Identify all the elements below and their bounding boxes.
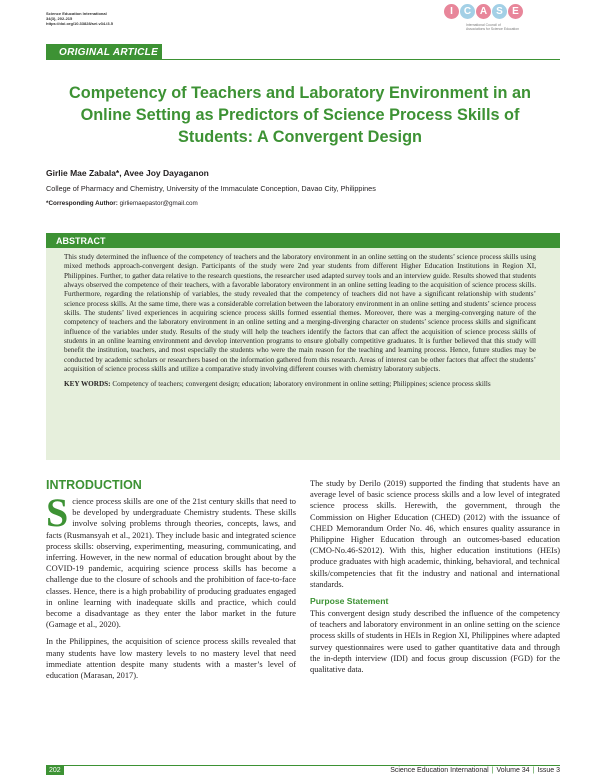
journal-issue: 34(3), 202-215 bbox=[46, 16, 73, 21]
footer-volume: Volume 34 bbox=[496, 767, 530, 774]
journal-doi: https://doi.org/10.33828/sei.v34.i3.5 bbox=[46, 21, 113, 26]
logo-letter: I bbox=[444, 4, 459, 19]
abstract-heading: ABSTRACT bbox=[46, 233, 560, 248]
logo-tagline-2: Associations for Science Education bbox=[466, 27, 519, 31]
article-title: Competency of Teachers and Laboratory Environment in an Online Setting as Predictors of Science Process Skills of Students: A Convergent Design bbox=[69, 84, 531, 146]
purpose-paragraph: This convergent design study described the influence of the competency of teachers and laboratory environment in an online setting on the science process skills of students in HEIs in Region XI, Philippines where adapted survey questionnaires were used to gather quantitative data and through the in-depth interview (IDI) and focus group discussion (FGD) for the qualitative data. bbox=[310, 609, 560, 675]
logo-letter: E bbox=[508, 4, 523, 19]
footer-journal-info bbox=[390, 766, 560, 775]
logo-letter: A bbox=[476, 4, 491, 19]
logo-letter: C bbox=[460, 4, 475, 19]
article-type-badge: ORIGINAL ARTICLE bbox=[46, 44, 162, 60]
left-column bbox=[46, 478, 296, 687]
abstract-box bbox=[46, 248, 560, 460]
drop-cap: S bbox=[46, 490, 69, 535]
corresponding-email[interactable]: girliemaepastor@gmail.com bbox=[119, 200, 198, 207]
authors: Girlie Mae Zabala*, Avee Joy Dayaganon bbox=[46, 168, 209, 178]
corresponding-author bbox=[46, 200, 198, 207]
header-rule bbox=[162, 59, 560, 60]
logo-tagline-1: International Council of bbox=[466, 23, 501, 27]
page-number: 202 bbox=[46, 766, 64, 775]
footer-separator: | bbox=[491, 767, 494, 774]
keywords bbox=[64, 380, 536, 389]
right-column bbox=[310, 478, 560, 681]
footer-issue: Issue 3 bbox=[537, 767, 560, 774]
journal-name: Science Education International bbox=[46, 11, 107, 16]
intro-paragraph-2: In the Philippines, the acquisition of science process skills revealed that many students have low mastery levels to no mastery level that need immediate attention despite many students with a master’s level of education (Marasan, 2017). bbox=[46, 637, 296, 681]
keywords-label: KEY WORDS: bbox=[64, 380, 111, 389]
purpose-heading: Purpose Statement bbox=[310, 596, 389, 607]
abstract-text: This study determined the influence of the competency of teachers and the laboratory environment in an online setting on the students’ science process skills using mixed methods approach-convergent design. Participants of the study were 2nd year students from different Higher Education Institutions in Region XI, Philippines. Further, to gather data relative to the research questions, the researcher used adapted survey tools and an interview guide. Results showed that students always observed the competence of their teachers, with a favorable laboratory environment in an online setting leading to the acquisition of science process skills. Furthermore, regarding the relationship of variables, the study revealed that the competency of teachers did not have a significant relationship with students’ science process skills. At the same time, there was a considerable correlation between the laboratory environment in an online setting and students’ science process skills. The students’ lived experiences in acquiring science process skills formed essential themes. Moreover, there was a merging-converging nature of the competency of teachers and the laboratory environment in an online setting and a merging-diverging character on students’ science process skills and significant influence of the variables under study. Results of the study will help the teachers identify the factors that can affect the acquisition of science process skills of students in an online learning environment and develop intervention programs to ensure globally competitive graduates. It is further believed that this study will benefit the institution, teachers, and most especially the students who were the main reason for the teaching and learning process. Hence, future studies may be conducted by academic scholars or researchers based on the information gathered from this research. Areas of interest can be other factors that affect the students’ acquisition of science process skills and utilize a comparative study involving different courses with chemistry laboratory subjects. bbox=[64, 253, 536, 374]
footer-separator: | bbox=[532, 767, 535, 774]
corresponding-label: *Corresponding Author: bbox=[46, 200, 118, 207]
footer-journal: Science Education International bbox=[390, 767, 489, 774]
intro-p1-text: cience process skills are one of the 21st century skills that need to be developed by undergraduate Chemistry students. These skills involve solving problems through theories, concepts, laws, and facts (Rusmansyah et al., 2021). They include basic and integrated science process skills: observing, experimenting, measuring, communicating, and inferring. However, in the new normal of education brought about by the COVID-19 pandemic, acquiring science process skills has become a challenge due to the closure of schools and the prohibition of face-to-face classes. Hence, there is a high probability of producing graduates engaged in online learning with inadequate skills and practice, which could become a disadvantage as they enter the labor market in the future (Gamage et al., 2020). bbox=[46, 497, 296, 630]
intro-paragraph-1 bbox=[46, 490, 296, 630]
logo-letter: S bbox=[492, 4, 507, 19]
intro-heading: INTRODUCTION bbox=[46, 478, 142, 492]
icase-logo bbox=[440, 4, 560, 48]
logo-letters bbox=[444, 4, 560, 19]
intro-paragraph-3: The study by Derilo (2019) supported the finding that students have an average level of basic science process skills and a low level of integrated science process skills. Herewith, the government, through the Commission on Higher Education (CHED) (2012) with the issuance of CHED Memorandum Order No. 46, which ensures quality assurance in Philippine Higher Education through an outcomes-based education (CMO-No.46-S2012). With this, higher education institutions (HEIs) produce graduates with high academic, thinking, behavioral, and technical skills/competencies that fit the industry and national and international standards. bbox=[310, 479, 560, 589]
keywords-text: Competency of teachers; convergent design; education; laboratory environment in online setting; Philippines; science process skills bbox=[112, 380, 491, 389]
journal-meta bbox=[46, 11, 113, 26]
affiliation: College of Pharmacy and Chemistry, University of the Immaculate Conception, Davao City, Philippines bbox=[46, 184, 376, 193]
